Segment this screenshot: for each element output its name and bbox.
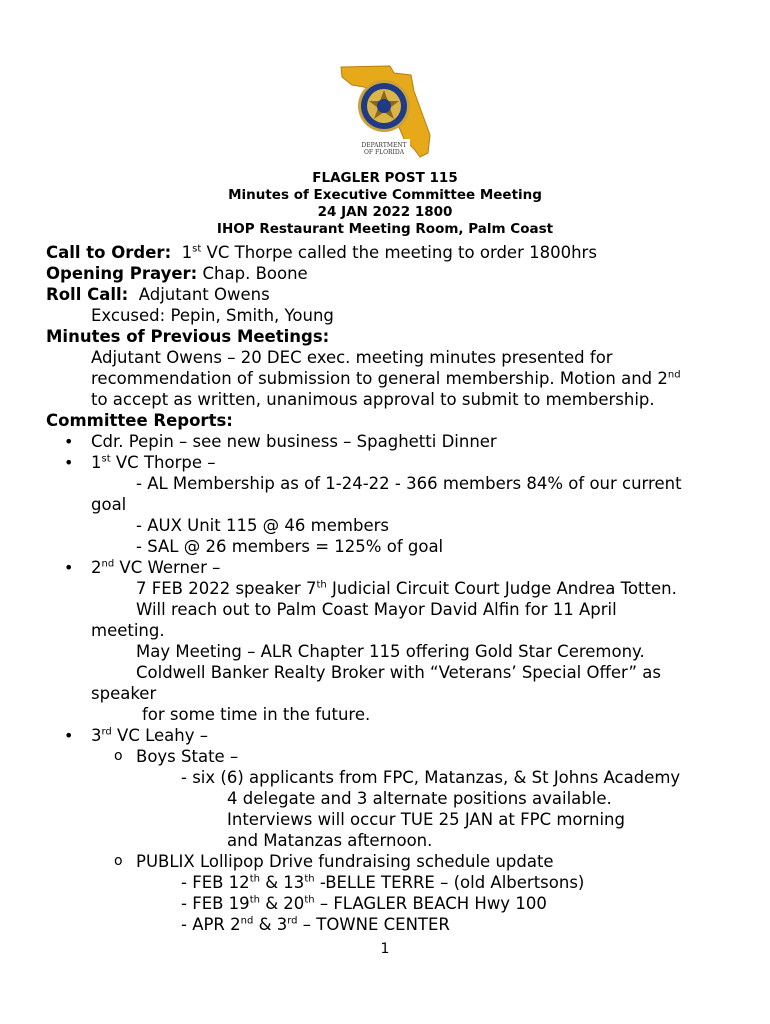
publix-date bbox=[181, 872, 584, 893]
bullet-icon: • bbox=[64, 558, 74, 577]
report-vc1-text: VC Thorpe – bbox=[110, 453, 216, 472]
report-line: Interviews will occur TUE 25 JAN at FPC morning bbox=[227, 810, 625, 829]
publix-date bbox=[181, 893, 547, 914]
ordinal-suffix: nd bbox=[101, 558, 115, 570]
report-line: Will reach out to Palm Coast Mayor David Alfin for 11 April bbox=[136, 600, 617, 619]
ordinal-suffix: th bbox=[304, 873, 315, 885]
report-line: May Meeting – ALR Chapter 115 offering Gold Star Ceremony. bbox=[136, 642, 645, 661]
report-line: - six (6) applicants from FPC, Matanzas, & St Johns Academy bbox=[181, 768, 681, 787]
svg-text:DEPARTMENT: DEPARTMENT bbox=[361, 142, 407, 149]
date-text: - FEB 19 bbox=[181, 894, 250, 913]
meeting-date: 24 JAN 2022 1800 bbox=[317, 204, 453, 220]
minutes-text: recommendation of submission to general membership. Motion and 2 bbox=[91, 369, 668, 388]
date-text: -BELLE TERRE – (old Albertsons) bbox=[314, 873, 585, 892]
report-line bbox=[136, 578, 677, 599]
ordinal-suffix: st bbox=[192, 243, 202, 255]
ordinal-suffix: th bbox=[249, 873, 260, 885]
report-line: meeting. bbox=[91, 621, 165, 640]
date-text: - APR 2 bbox=[181, 915, 241, 934]
report-line: - SAL @ 26 members = 125% of goal bbox=[136, 537, 444, 556]
report-line: - AL Membership as of 1-24-22 - 366 members 84% of our current bbox=[136, 474, 682, 493]
report-text: 7 FEB 2022 speaker 7 bbox=[136, 579, 317, 598]
minutes-label: Minutes of Previous Meetings: bbox=[46, 327, 330, 346]
bullet-icon: • bbox=[64, 726, 74, 745]
meeting-title: Minutes of Executive Committee Meeting bbox=[228, 187, 542, 203]
ordinal-suffix: nd bbox=[240, 915, 254, 927]
minutes-line bbox=[91, 368, 681, 389]
bullet-icon: • bbox=[64, 432, 74, 451]
roll-call bbox=[46, 284, 270, 305]
report-line: for some time in the future. bbox=[142, 705, 371, 724]
opening-prayer-label: Opening Prayer: bbox=[46, 264, 198, 283]
sub-bullet-icon: o bbox=[114, 853, 123, 869]
report-vc1 bbox=[91, 452, 215, 473]
roll-call-label: Roll Call: bbox=[46, 285, 129, 304]
report-text: Judicial Circuit Court Judge Andrea Totten. bbox=[326, 579, 677, 598]
post-title: FLAGLER POST 115 bbox=[312, 170, 458, 186]
ordinal-suffix: nd bbox=[667, 369, 681, 381]
ordinal-suffix: th bbox=[316, 579, 327, 591]
ordinal-suffix: rd bbox=[287, 915, 298, 927]
ordinal-suffix: th bbox=[249, 894, 260, 906]
american-legion-florida-logo bbox=[338, 63, 434, 163]
minutes-line: Adjutant Owens – 20 DEC exec. meeting minutes presented for bbox=[91, 348, 613, 367]
committee-reports-label: Committee Reports: bbox=[46, 411, 233, 430]
call-to-order-label: Call to Order: bbox=[46, 243, 172, 262]
date-text: - FEB 12 bbox=[181, 873, 250, 892]
report-line: and Matanzas afternoon. bbox=[227, 831, 433, 850]
publix-date bbox=[181, 914, 450, 935]
roll-call-text: Adjutant Owens bbox=[128, 285, 270, 304]
opening-prayer bbox=[46, 263, 308, 284]
call-to-order bbox=[46, 242, 597, 263]
sub-bullet-icon: o bbox=[114, 748, 123, 764]
page-number: 1 bbox=[380, 941, 390, 957]
report-line: - AUX Unit 115 @ 46 members bbox=[136, 516, 389, 535]
date-text: & 20 bbox=[259, 894, 305, 913]
ordinal: 1 bbox=[91, 453, 102, 472]
roll-call-excused: Excused: Pepin, Smith, Young bbox=[91, 306, 334, 325]
report-cdr: Cdr. Pepin – see new business – Spaghetti Dinner bbox=[91, 432, 497, 451]
svg-text:OF FLORIDA: OF FLORIDA bbox=[363, 149, 405, 156]
report-vc2-text: VC Werner – bbox=[114, 558, 221, 577]
date-text: & 3 bbox=[253, 915, 288, 934]
ordinal-suffix: st bbox=[101, 453, 111, 465]
ordinal: 2 bbox=[91, 558, 102, 577]
call-to-order-text: VC Thorpe called the meeting to order 1800hrs bbox=[201, 243, 597, 262]
meeting-location: IHOP Restaurant Meeting Room, Palm Coast bbox=[216, 221, 554, 237]
ordinal-suffix: rd bbox=[101, 726, 112, 738]
date-text: – TOWNE CENTER bbox=[297, 915, 450, 934]
publix-drive: PUBLIX Lollipop Drive fundraising schedule update bbox=[136, 852, 554, 871]
opening-prayer-text: Chap. Boone bbox=[197, 264, 308, 283]
ordinal-suffix: th bbox=[304, 894, 315, 906]
minutes-line: to accept as written, unanimous approval to submit to membership. bbox=[91, 390, 655, 409]
date-text: & 13 bbox=[259, 873, 305, 892]
report-vc3-text: VC Leahy – bbox=[111, 726, 208, 745]
report-line: goal bbox=[91, 495, 127, 514]
report-line: 4 delegate and 3 alternate positions available. bbox=[227, 789, 612, 808]
boys-state: Boys State – bbox=[136, 747, 239, 766]
ordinal: 1 bbox=[181, 243, 193, 262]
report-line: Coldwell Banker Realty Broker with “Veterans’ Special Offer” as bbox=[136, 663, 661, 682]
report-line: speaker bbox=[91, 684, 157, 703]
ordinal: 3 bbox=[91, 726, 102, 745]
report-vc2 bbox=[91, 557, 220, 578]
report-vc3 bbox=[91, 725, 208, 746]
bullet-icon: • bbox=[64, 453, 74, 472]
date-text: – FLAGLER BEACH Hwy 100 bbox=[314, 894, 547, 913]
